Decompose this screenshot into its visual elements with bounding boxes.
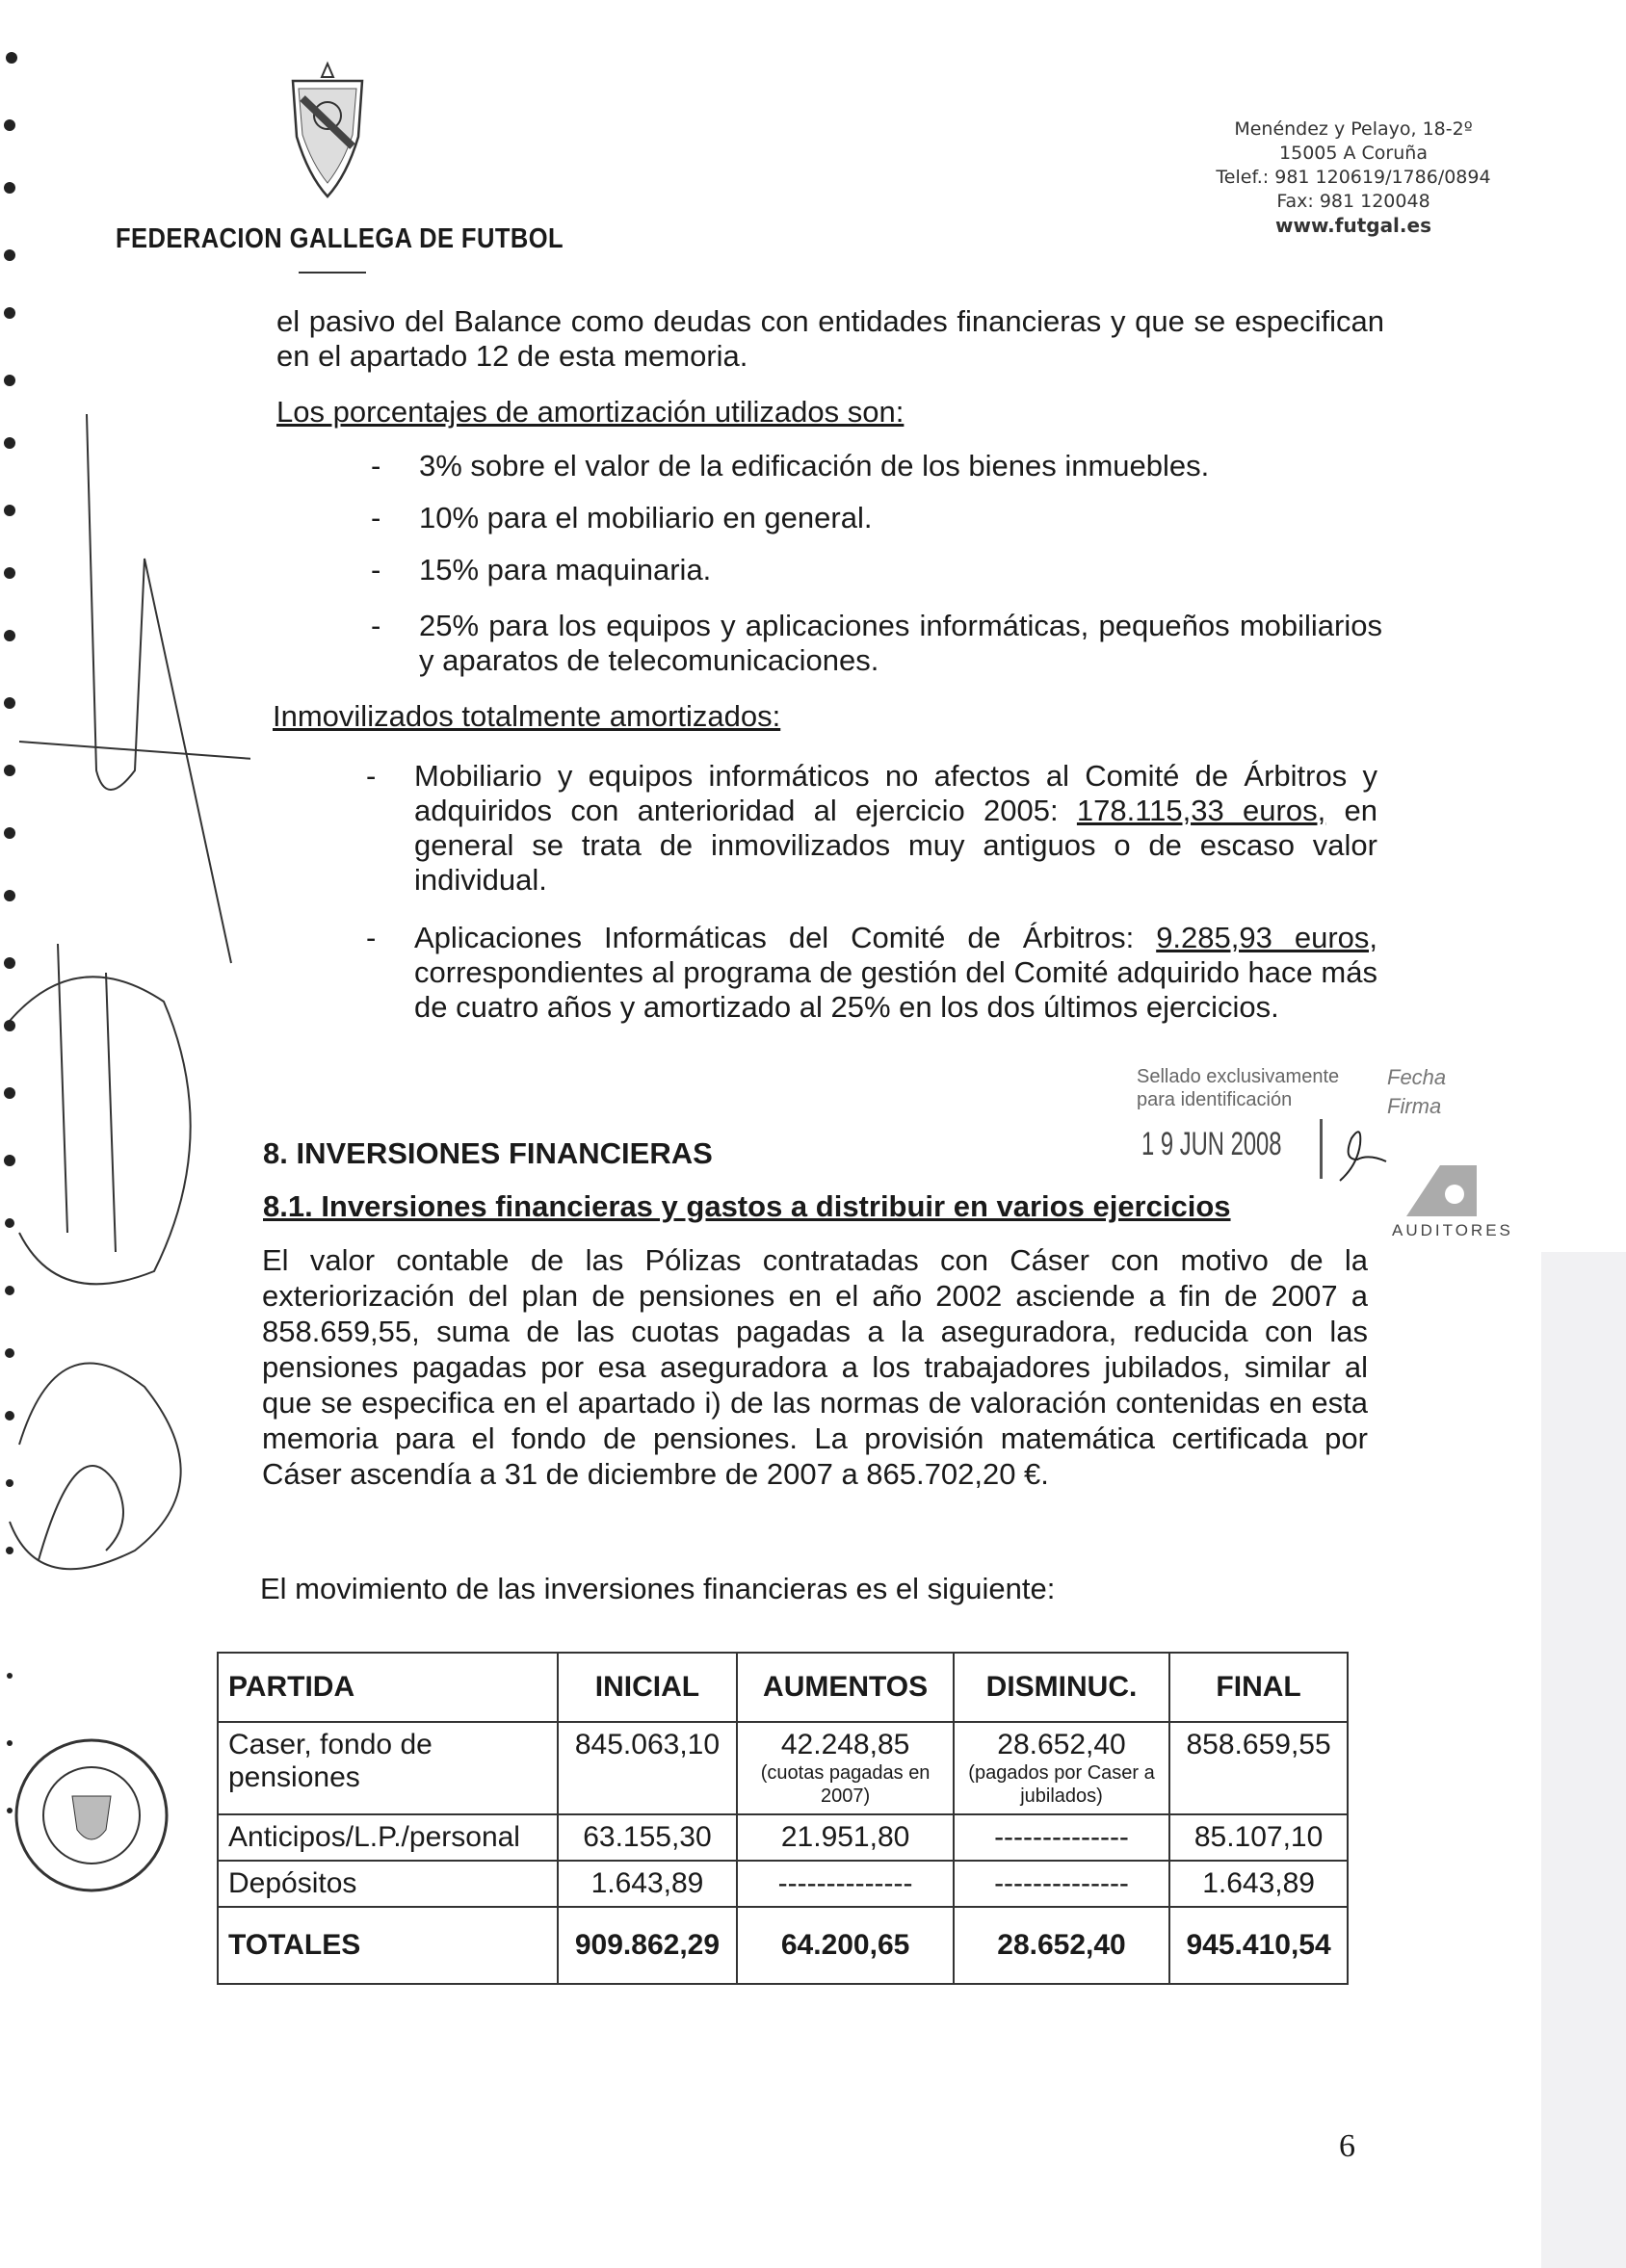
list-item: 15% para maquinaria.	[419, 553, 712, 587]
stamp-date: 1 9 JUN 2008	[1141, 1126, 1282, 1162]
col-header: DISMINUC.	[954, 1653, 1169, 1722]
binding-holes	[0, 0, 29, 2268]
amount: 9.285,93 euros,	[1156, 921, 1377, 954]
cell-partida: TOTALES	[218, 1907, 558, 1984]
cell-partida: Depósitos	[218, 1861, 558, 1907]
cell-disminuc: --------------	[954, 1861, 1169, 1907]
item-text: Aplicaciones Informáticas del Comité de Árbitros:	[414, 921, 1157, 954]
cell-aumentos: --------------	[737, 1861, 954, 1907]
financial-investments-table	[217, 1652, 1349, 1985]
address-block	[1209, 117, 1498, 238]
cell-final: 85.107,10	[1169, 1814, 1348, 1861]
totals-row	[218, 1907, 1348, 1984]
item-text: correspondientes al programa de gestión del Comité adquirido hace más de cuatro años y amortizado al 25% en los dos últimos ejercicios.	[414, 955, 1377, 1024]
federation-crest-logo	[289, 60, 366, 204]
col-header: PARTIDA	[218, 1653, 558, 1722]
paragraph-8-1: El valor contable de las Pólizas contratadas con Cáser con motivo de la exteriorización del plan de pensiones en el año 2002 asciende a fin de 2007 a 858.659,55, suma de las cuotas pagadas a la aseguradora, reducida con las pensiones pagadas por esa aseguradora a los trabajadores jubilados, similar al que se especifica en el apartado i) de las normas de valoración contenidas en esta memoria para el fondo de pensiones. La provisión matemática certificada por Cáser ascendía a 31 de diciembre de 2007 a 865.702,20 €.	[262, 1243, 1368, 1491]
item-text: en general se trata de inmovilizados muy antiguos o de escaso valor individual.	[414, 794, 1377, 897]
inmov-heading: Inmovilizados totalmente amortizados:	[273, 699, 781, 733]
cell-disminuc: --------------	[954, 1814, 1169, 1861]
col-header: AUMENTOS	[737, 1653, 954, 1722]
audit-stamp	[1137, 1065, 1339, 1111]
cell-partida: Anticipos/L.P./personal	[218, 1814, 558, 1861]
table-row	[218, 1722, 1348, 1814]
auditor-signature	[1334, 1117, 1392, 1185]
section-8-1-heading: 8.1. Inversiones financieras y gastos a distribuir en varios ejercicios	[263, 1189, 1231, 1223]
bullet: -	[371, 553, 381, 587]
divider	[299, 272, 366, 274]
list-item: 25% para los equipos y aplicaciones informáticas, pequeños mobiliarios y aparatos de telecomunicaciones.	[419, 609, 1382, 677]
item-text: Mobiliario y equipos informáticos no afectos al Comité de Árbitros y adquiridos con anterioridad al ejercicio 2005:	[414, 759, 1377, 827]
cell-aumentos	[737, 1722, 954, 1814]
cell-inicial: 909.862,29	[558, 1907, 738, 1984]
cell-inicial: 63.155,30	[558, 1814, 738, 1861]
value: 28.652,40	[997, 1729, 1126, 1760]
col-header: INICIAL	[558, 1653, 738, 1722]
auditor-label: AUDITORES	[1392, 1221, 1513, 1239]
stamp-firma-label: Firma	[1387, 1094, 1442, 1118]
cell-disminuc: 28.652,40	[954, 1907, 1169, 1984]
amort-heading: Los porcentajes de amortización utilizados son:	[276, 395, 905, 429]
intro-paragraph: el pasivo del Balance como deudas con entidades financieras y que se especifican en el apartado 12 de esta memoria.	[276, 304, 1384, 373]
note: (cuotas pagadas en 2007)	[760, 1762, 931, 1807]
cell-inicial: 845.063,10	[558, 1722, 738, 1814]
stamp-text: para identificación	[1137, 1089, 1293, 1110]
address-line: Telef.: 981 120619/1786/0894	[1216, 167, 1491, 188]
cell-inicial: 1.643,89	[558, 1861, 738, 1907]
address-line: 15005 A Coruña	[1279, 143, 1428, 164]
note: (pagados por Caser a jubilados)	[968, 1762, 1155, 1807]
cell-final: 945.410,54	[1169, 1907, 1348, 1984]
bullet: -	[371, 449, 381, 482]
org-name: FEDERACION GALLEGA DE FUTBOL	[116, 223, 564, 254]
address-line: Fax: 981 120048	[1276, 191, 1430, 212]
website-link[interactable]: www.futgal.es	[1275, 214, 1431, 237]
table-row	[218, 1814, 1348, 1861]
bullet: -	[366, 759, 377, 793]
col-header: FINAL	[1169, 1653, 1348, 1722]
list-item: 10% para el mobiliario en general.	[419, 501, 873, 534]
address-line: Menéndez y Pelayo, 18-2º	[1234, 118, 1473, 140]
list-item	[414, 921, 1377, 1025]
cell-final: 1.643,89	[1169, 1861, 1348, 1907]
cell-partida: Caser, fondo de pensiones	[218, 1722, 558, 1814]
list-item	[414, 759, 1377, 898]
margin-signatures	[0, 404, 250, 1656]
bullet: -	[371, 501, 381, 534]
auditor-logo	[1402, 1160, 1479, 1218]
stamp-text: Sellado exclusivamente	[1137, 1066, 1340, 1087]
table-header-row	[218, 1653, 1348, 1722]
stamp-fecha-label: Fecha	[1387, 1065, 1447, 1089]
cell-disminuc	[954, 1722, 1169, 1814]
bullet: -	[366, 921, 377, 954]
list-item: 3% sobre el valor de la edificación de los bienes inmuebles.	[419, 449, 1210, 482]
movement-intro: El movimiento de las inversiones financieras es el siguiente:	[260, 1572, 1056, 1605]
cell-final: 858.659,55	[1169, 1722, 1348, 1814]
stamp-divider	[1320, 1119, 1323, 1179]
cell-aumentos: 64.200,65	[737, 1907, 954, 1984]
federation-round-seal	[10, 1724, 173, 1907]
scan-edge	[1541, 1252, 1626, 2268]
cell-aumentos: 21.951,80	[737, 1814, 954, 1861]
bullet: -	[371, 609, 381, 642]
section-8-heading: 8. INVERSIONES FINANCIERAS	[263, 1136, 713, 1170]
table-row	[218, 1861, 1348, 1907]
value: 42.248,85	[780, 1729, 910, 1760]
page-number: 6	[1339, 2128, 1355, 2164]
amount: 178.115,33 euros,	[1076, 794, 1326, 827]
